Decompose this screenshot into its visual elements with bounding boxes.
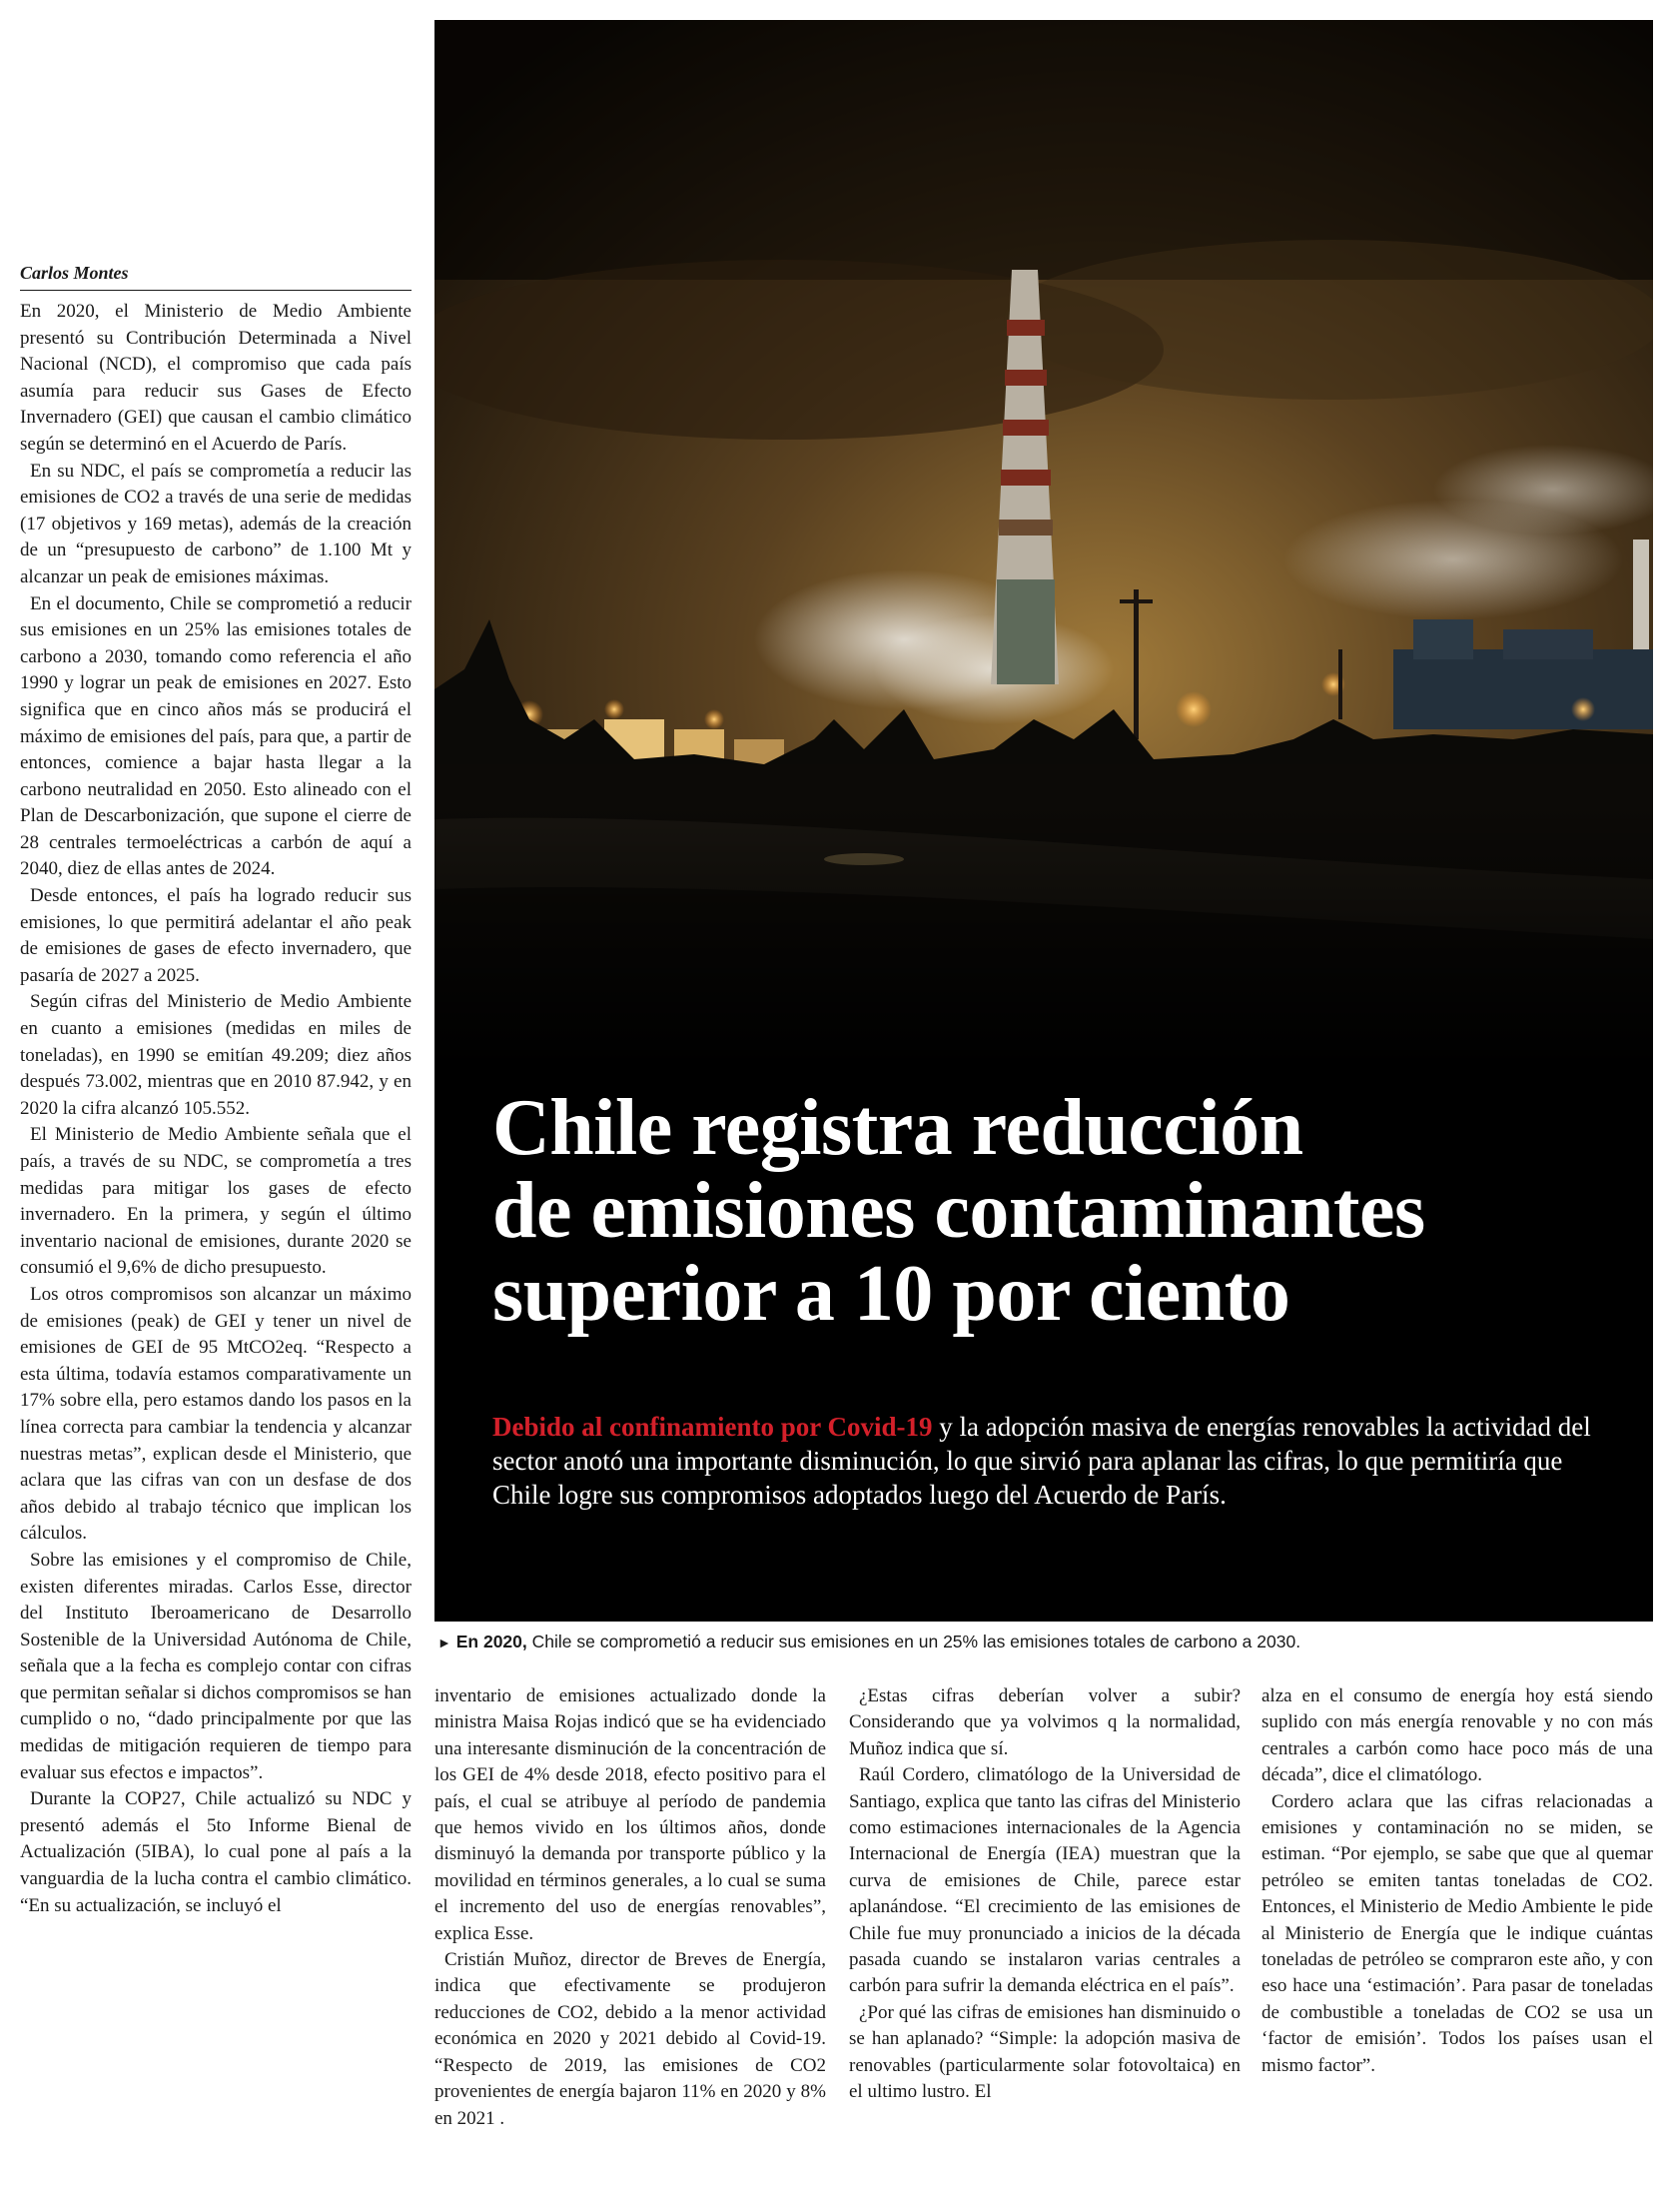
headline-line: superior a 10 por ciento: [492, 1250, 1290, 1338]
lede-text: y la adopción masiva de energías renovables la actividad del sector anotó una importante disminución, lo que sirvió para aplanar las cifras, lo que permitiría que Chile logre sus compromisos adoptados luego del Acuerdo de París.: [492, 1412, 1591, 1510]
headline-line: de emisiones contaminantes: [492, 1167, 1425, 1255]
paragraph: Según cifras del Ministerio de Medio Ambiente en cuanto a emisiones (medidas en miles de toneladas), en 1990 se emitían 49.209; diez años después 73.002, mientras que en 2010 87.942, y en 2020 la cifra alcanzó 105.552.: [20, 991, 412, 1119]
paragraph: ¿Por qué las cifras de emisiones han disminuido o se han aplanado? “Simple: la adopción masiva de renovables (particularmente solar fotovoltaica) en el ultimo lustro. El: [849, 2001, 1241, 2103]
photo-caption: [437, 1632, 1656, 1652]
byline: Carlos Montes: [20, 263, 412, 291]
left-column: [20, 263, 412, 1919]
paragraph: En el documento, Chile se comprometió a reducir sus emisiones en un 25% las emisiones totales de carbono a 2030, tomando como referencia el año 1990 y lograr un peak de emisiones en 2027. Esto significa que en cinco años más se producirá el máximo de emisiones del país, para que, a partir de entonces, comience a bajar hasta llegar a la carbono neutralidad en 2050. Esto alineado con el Plan de Descarbonización, que supone el cierre de 28 centrales termoeléctricas a carbón de aquí a 2040, diez de ellas antes de 2024.: [20, 592, 412, 880]
lede-highlight: Debido al confinamiento por Covid-19: [492, 1412, 933, 1442]
caption-text: Chile se comprometió a reducir sus emisiones en un 25% las emisiones totales de carbono a 2030.: [526, 1632, 1301, 1651]
caption-arrow-icon: ►: [437, 1635, 451, 1650]
body-column-2: [434, 1683, 826, 2132]
paragraph: alza en el consumo de energía hoy está siendo suplido con más energía renovable y no con más centrales a carbón como hace poco más de una década”, dice el climatólogo.: [1261, 1685, 1653, 1786]
body-column-3: [849, 1683, 1241, 2106]
paragraph: Desde entonces, el país ha logrado reducir sus emisiones, lo que permitirá adelantar el año peak de emisiones de gases de efecto invernadero, que pasaría de 2027 a 2025.: [20, 885, 412, 986]
paragraph: Raúl Cordero, climatólogo de la Universidad de Santiago, explica que tanto las cifras del Ministerio como estimaciones internacionales de la Agencia Internacional de Energía (IEA) muestran que la curva de emisiones de Chile, parece estar aplanándose. “El crecimiento de las emisiones de Chile fue muy pronunciado a inicios de la década pasada cuando se instalaron varias centrales a carbón para sufrir la demanda eléctrica en el país”.: [849, 1764, 1241, 1997]
paragraph: inventario de emisiones actualizado donde la ministra Maisa Rojas indicó que se ha evidenciado una interesante disminución de la concentración de los GEI de 4% desde 2018, efecto positivo para el país, el cual se atribuye al período de pandemia que hemos vivido en los últimos años, donde disminuyó la demanda por transporte público y la movilidad en términos generales, a lo cual se suma el incremento del uso de energías renovables”, explica Esse.: [434, 1685, 826, 1944]
paragraph: Los otros compromisos son alcanzar un máximo de emisiones (peak) de GEI y tener un nivel de emisiones de GEI de 95 MtCO2eq. “Respecto a esta última, todavía estamos comparativamente un 17% sobre ella, pero estamos dando los pasos en la línea correcta para cambiar la tendencia y alcanzar nuestras metas”, explican desde el Ministerio, que aclara que las cifras van con un desfase de dos años debido al trabajo técnico que implican los cálculos.: [20, 1283, 412, 1545]
paragraph: El Ministerio de Medio Ambiente señala que el país, a través de su NDC, se comprometía a tres medidas para mitigar los gases de efecto invernadero. En la primera, y según el último inventario nacional de emisiones, durante 2020 se consumió el 9,6% de dicho presupuesto.: [20, 1124, 412, 1279]
paragraph: En 2020, el Ministerio de Medio Ambiente presentó su Contribución Determinada a Nivel Nacional (NCD), el compromiso que cada país asumía para reducir sus Gases de Efecto Invernadero (GEI) que causan el cambio climático según se determinó en el Acuerdo de París.: [20, 301, 412, 455]
caption-lead: En 2020,: [455, 1632, 527, 1651]
headline: [492, 1084, 1631, 1338]
paragraph: ¿Estas cifras deberían volver a subir? Considerando que ya volvimos q la normalidad, Muñoz indica que sí.: [849, 1685, 1241, 1759]
paragraph: Sobre las emisiones y el compromiso de Chile, existen diferentes miradas. Carlos Esse, director del Instituto Iberoamericano de Desarrollo Sostenible de la Universidad Autónoma de Chile, señala que a la fecha es complejo contar con cifras que permitan señalar si dichos compromisos se han cumplido o no, “dado principalmente por que las medidas de mitigación requieren de tiempo para evaluar sus efectos e impactos”.: [20, 1549, 412, 1783]
paragraph: Durante la COP27, Chile actualizó su NDC y presentó además el 5to Informe Bienal de Actualización (5IBA), lo cual pone al país a la vanguardia de la lucha contra el cambio climático. “En su actualización, se incluyó el: [20, 1788, 412, 1916]
paragraph: En su NDC, el país se comprometía a reducir las emisiones de CO2 a través de una serie de medidas (17 objetivos y 169 metas), además de la creación de un “presupuesto de carbono” de 1.100 Mt y alcanzar un peak de emisiones máximas.: [20, 460, 412, 587]
hero-block: [434, 20, 1653, 1622]
headline-line: Chile registra reducción: [492, 1084, 1303, 1172]
paragraph: Cordero aclara que las cifras relacionadas a emisiones y contaminación no se miden, se estiman. “Por ejemplo, se sabe que que al quemar petróleo se emiten tantas toneladas de CO2. Entonces, el Ministerio de Medio Ambiente le pide al Ministerio de Energía que le indique cuántas toneladas de petróleo se compraron este año, y con eso hace una ‘estimación’. Para pasar de toneladas de combustible a toneladas de CO2 se usa un ‘factor de emisión’. Todos los países usan el mismo factor”.: [1261, 1790, 1653, 2076]
body-column-4: [1261, 1683, 1653, 2079]
power-plant-night-photo: [434, 20, 1653, 1069]
paragraph: Cristián Muñoz, director de Breves de Energía, indica que efectivamente se produjeron reducciones de CO2, debido a la menor actividad económica en 2020 y 2021 debido al Covid-19. “Respecto de 2019, las emisiones de CO2 provenientes de energía bajaron 11% en 2020 y 8% en 2021 .: [434, 1949, 826, 2129]
lede: [492, 1410, 1611, 1512]
